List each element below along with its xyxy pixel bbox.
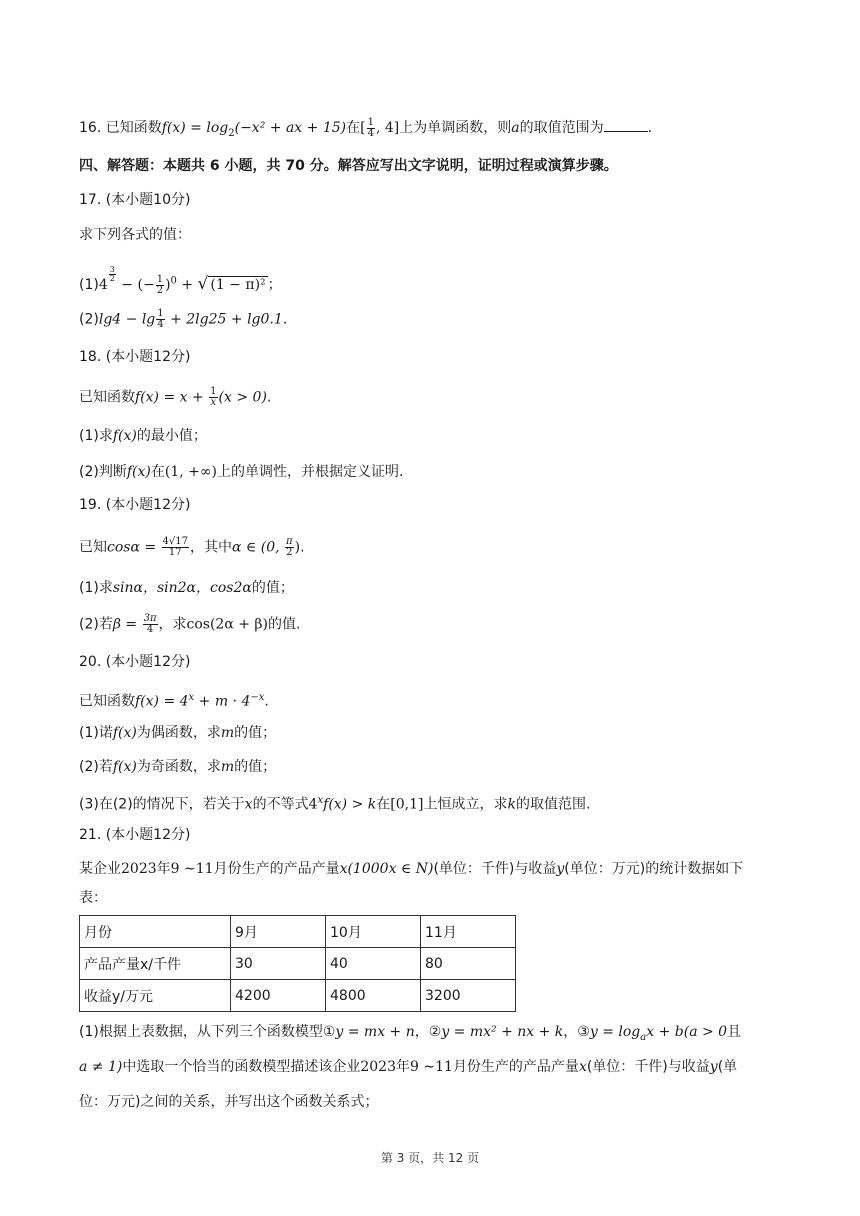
q20-p3-sup: x bbox=[317, 795, 324, 806]
q19-pi-num: π bbox=[286, 536, 293, 547]
q21-part1-line2 bbox=[79, 1057, 737, 1077]
q17-p1-fraction bbox=[156, 275, 164, 296]
q21-p1-a: (1)根据上表数据，从下列三个函数模型① bbox=[79, 1024, 336, 1040]
q19-intro-alpha: α ∈ (0, bbox=[232, 539, 285, 556]
q21-intro-line1 bbox=[79, 859, 743, 879]
table-cell: 月份 bbox=[80, 916, 231, 948]
q18-p1-f: f(x) bbox=[112, 428, 137, 444]
q21-intro-f: (单位：万元)的统计数据如下 bbox=[564, 861, 744, 877]
q17-exp-num: 3 bbox=[109, 265, 115, 274]
q21-p1-l2-month1: 9 bbox=[410, 1059, 419, 1075]
q17-p2-frac-den: 4 bbox=[157, 319, 164, 330]
q20-p3-x: x bbox=[244, 796, 253, 813]
q16-log: log bbox=[206, 120, 229, 136]
q21-intro-x: x(1000x ∈ N) bbox=[339, 861, 434, 877]
q16-interval: , 4] bbox=[375, 120, 400, 136]
q21-model3-base: a bbox=[640, 1031, 647, 1043]
q21-model3-b: x + b(a > 0 bbox=[646, 1024, 728, 1040]
q16-arg: (−x² + ax + 15) bbox=[234, 120, 347, 136]
q18-intro-domain: (x > 0) bbox=[218, 389, 267, 406]
q21-month1: 9 bbox=[170, 861, 180, 877]
q18-p2-f: f(x) bbox=[126, 464, 151, 480]
q20-p3-d: 上恒成立，求 bbox=[423, 796, 508, 813]
q18-p2-interval: (1, +∞) bbox=[164, 464, 217, 480]
q20-intro bbox=[79, 688, 269, 712]
q21-year: 2023 bbox=[121, 861, 157, 877]
q20-p3-k: k bbox=[507, 796, 516, 813]
q21-intro-e: (单位：千件)与收益 bbox=[433, 861, 557, 877]
q21-p1-l2-c: 年 bbox=[396, 1059, 410, 1075]
table-row bbox=[80, 980, 516, 1012]
q18-frac-num: 1 bbox=[210, 386, 217, 397]
q20-intro-mid: + m · 4 bbox=[194, 693, 251, 710]
q20-p2-m: m bbox=[220, 759, 235, 775]
q17-frac-num: 1 bbox=[156, 273, 164, 285]
q20-p3-a: (3)在(2)的情况下，若关于 bbox=[79, 796, 245, 813]
q18-p1-b: 的最小值； bbox=[136, 428, 207, 444]
q18-part2 bbox=[79, 462, 403, 482]
table-cell: 30 bbox=[231, 948, 326, 980]
q17-p1-radicand: (1 − π)² bbox=[210, 277, 266, 293]
q16-on: 在 bbox=[346, 120, 361, 136]
q17-p2-a: lg4 − lg bbox=[98, 311, 156, 328]
q20-p1-a: (1)诺 bbox=[79, 725, 113, 741]
q20-p2-f: f(x) bbox=[112, 759, 137, 775]
q21-p1-d: 且 bbox=[727, 1024, 742, 1040]
q18-part1 bbox=[79, 426, 207, 446]
q20-p1-c: 的值； bbox=[234, 725, 277, 741]
q20-p3-e: 的取值范围. bbox=[515, 796, 591, 813]
q17-p1-mid3: + bbox=[176, 277, 198, 293]
q20-intro-end: . bbox=[264, 693, 269, 710]
q17-p2-label: (2) bbox=[79, 311, 99, 328]
q21-p1-l2-g: (单 bbox=[717, 1059, 738, 1075]
q19-frac-den: 17 bbox=[168, 547, 182, 558]
q17-p2-fraction bbox=[156, 309, 164, 330]
q21-p1-l2-d: ∼ bbox=[418, 1059, 436, 1075]
q20-p2-a: (2)若 bbox=[79, 759, 113, 775]
answer-blank[interactable] bbox=[604, 117, 648, 132]
q20-p3-c: 在 bbox=[376, 796, 391, 813]
table-cell: 40 bbox=[326, 948, 421, 980]
table-cell: 11月 bbox=[421, 916, 516, 948]
q20-sup2: −x bbox=[250, 692, 265, 703]
q21-p1-l2-x: x bbox=[578, 1059, 587, 1075]
q16-var-a: a bbox=[511, 120, 520, 136]
q17-p2-frac-num: 1 bbox=[157, 308, 164, 319]
q16-bracket: [ bbox=[360, 120, 366, 136]
q21-intro-line2: 表： bbox=[79, 890, 107, 906]
q19-intro-c: ) bbox=[294, 539, 301, 556]
q17-p2-b: + 2lg25 + lg0.1. bbox=[165, 311, 288, 328]
q21-intro-c: ∼ bbox=[179, 861, 196, 877]
q21-part1-line1 bbox=[79, 1022, 741, 1048]
q18-intro-end: . bbox=[266, 389, 272, 406]
q17-part1 bbox=[79, 266, 282, 296]
q20-heading: 20. (本小题12分) bbox=[79, 654, 191, 670]
q19-intro-cos: cosα = bbox=[107, 539, 161, 556]
q18-intro-func: f(x) = x + bbox=[135, 389, 209, 406]
q19-beta-den: 4 bbox=[146, 624, 154, 635]
q17-intro: 求下列各式的值： bbox=[79, 227, 191, 243]
table-cell: 3200 bbox=[421, 980, 516, 1012]
q21-intro-a: 某企业 bbox=[79, 861, 121, 877]
q20-p1-m: m bbox=[220, 725, 235, 741]
q19-p1-a: (1)求 bbox=[79, 580, 113, 596]
q19-pi-fraction bbox=[285, 537, 294, 558]
data-table-body bbox=[80, 916, 516, 1012]
q19-part1 bbox=[79, 578, 294, 598]
q19-p2-c: 的值. bbox=[267, 616, 301, 633]
q19-beta-num: 3π bbox=[143, 613, 157, 624]
table-row bbox=[80, 916, 516, 948]
q19-heading: 19. (本小题12分) bbox=[79, 497, 191, 513]
table-row bbox=[80, 948, 516, 980]
table-cell: 产品产量x/千件 bbox=[80, 948, 231, 980]
q21-p1-l2-b: 中选取一个恰当的函数模型描述该企业 bbox=[122, 1059, 361, 1075]
page-footer: 第 3 页，共 12 页 bbox=[380, 1151, 480, 1165]
q16-func: f(x) = bbox=[161, 120, 207, 136]
q19-frac-num: 4√17 bbox=[162, 536, 189, 547]
q17-p1-exponent bbox=[109, 266, 116, 283]
q16-tail2: 的取值范围为 bbox=[519, 120, 604, 136]
q20-intro-a: 已知函数 bbox=[79, 693, 135, 710]
table-cell: 80 bbox=[421, 948, 516, 980]
q19-intro-end: . bbox=[300, 539, 305, 556]
q21-p1-c: ，③ bbox=[563, 1024, 590, 1040]
q19-intro-b: ，其中 bbox=[190, 539, 233, 556]
q21-part1-line3: 位：万元)之间的关系，并写出这个函数关系式； bbox=[79, 1094, 379, 1110]
q19-p2-expr: cos(2α + β) bbox=[186, 616, 268, 633]
q21-heading: 21. (本小题12分) bbox=[79, 827, 191, 843]
q19-p1-b: 的值； bbox=[251, 580, 294, 596]
q16-frac-num: 1 bbox=[367, 116, 374, 128]
q21-model2: y = mx² + nx + k bbox=[441, 1024, 564, 1040]
q17-exp-den: 2 bbox=[109, 274, 115, 283]
q21-intro-b: 年 bbox=[156, 861, 171, 877]
q21-model1: y = mx + n bbox=[335, 1024, 415, 1040]
q20-p2-b: 为奇函数，求 bbox=[136, 759, 221, 775]
q20-p3-ineq-a: 4 bbox=[308, 796, 318, 813]
q19-intro bbox=[79, 537, 305, 558]
question-16 bbox=[79, 117, 652, 144]
q20-p1-f: f(x) bbox=[112, 725, 137, 741]
data-table bbox=[79, 915, 516, 1012]
q18-frac-den: x bbox=[210, 397, 217, 408]
q20-part2 bbox=[79, 757, 276, 777]
q18-p1-a: (1)求 bbox=[79, 428, 113, 444]
q21-month2: 11 bbox=[195, 861, 214, 877]
q21-p1-l2-month2: 11 bbox=[435, 1059, 453, 1075]
q19-pi-den: 2 bbox=[286, 547, 293, 558]
q21-p1-b: ，② bbox=[414, 1024, 442, 1040]
table-cell: 10月 bbox=[326, 916, 421, 948]
table-cell: 9月 bbox=[231, 916, 326, 948]
table-cell: 4800 bbox=[326, 980, 421, 1012]
q20-p2-c: 的值； bbox=[234, 759, 277, 775]
section-heading: 四、解答题：本题共 6 小题，共 70 分。解答应写出文字说明，证明过程或演算步骤。 bbox=[79, 158, 618, 174]
q21-p1-l2-year: 2023 bbox=[360, 1059, 396, 1075]
q17-part2 bbox=[79, 309, 287, 330]
q16-log-base: 2 bbox=[228, 127, 235, 139]
q19-p2-a: (2)若 bbox=[79, 616, 113, 633]
q17-p1-end: ； bbox=[267, 277, 282, 293]
q16-end: . bbox=[647, 120, 653, 136]
q20-p3-b: 的不等式 bbox=[252, 796, 309, 813]
q20-p3-interval: [0,1] bbox=[390, 796, 424, 813]
q16-tail1: 上为单调函数，则 bbox=[399, 120, 512, 136]
q19-intro-a: 已知 bbox=[79, 539, 107, 556]
q19-beta-fraction bbox=[143, 614, 158, 635]
q21-p1-l2-a: a ≠ 1) bbox=[79, 1059, 123, 1075]
q18-p2-a: (2)判断 bbox=[79, 464, 127, 480]
q19-p2-b: ，求 bbox=[158, 616, 187, 633]
q18-p2-b: 在 bbox=[150, 464, 165, 480]
q18-heading: 18. (本小题12分) bbox=[79, 349, 191, 365]
q21-p1-l2-e: 月份生产的产品产量 bbox=[452, 1059, 579, 1075]
q18-intro-a: 已知函数 bbox=[79, 389, 135, 406]
q17-heading: 17. (本小题10分) bbox=[79, 192, 191, 208]
q20-part3 bbox=[79, 791, 590, 815]
table-cell: 4200 bbox=[231, 980, 326, 1012]
q21-p1-l2-y: y bbox=[709, 1059, 718, 1075]
q19-p2-beta: β = bbox=[112, 616, 142, 633]
q20-p1-b: 为偶函数，求 bbox=[136, 725, 221, 741]
q17-p1-mid1: − (− bbox=[116, 277, 155, 293]
q17-p1-mid2: ) bbox=[165, 277, 171, 293]
q19-part2 bbox=[79, 614, 300, 635]
q18-intro bbox=[79, 387, 271, 408]
q20-sup1: x bbox=[188, 692, 195, 703]
q20-p3-ineq-b: f(x) > k bbox=[323, 796, 377, 813]
q16-frac-den: 4 bbox=[367, 127, 374, 139]
q21-p1-l2-f: (单位：千件)与收益 bbox=[586, 1059, 710, 1075]
q17-frac-den: 2 bbox=[156, 284, 164, 296]
q21-intro-d: 月份生产的产品产量 bbox=[213, 861, 340, 877]
q19-p1-items: sinα，sin2α，cos2α bbox=[112, 580, 252, 596]
table-cell: 收益y/万元 bbox=[80, 980, 231, 1012]
q17-p1-label: (1) bbox=[79, 277, 99, 293]
q18-p2-c: 上的单调性，并根据定义证明. bbox=[216, 464, 404, 480]
q16-fraction bbox=[367, 118, 375, 139]
q19-fraction bbox=[162, 537, 189, 558]
q17-p1-base: 4 bbox=[98, 277, 108, 293]
q17-p1-zero: 0 bbox=[170, 275, 177, 287]
q18-fraction bbox=[209, 387, 217, 408]
q20-part1 bbox=[79, 723, 276, 743]
q21-model3: y = log bbox=[589, 1024, 641, 1040]
q21-intro-y: y bbox=[556, 861, 565, 877]
q16-text: 16. 已知函数 bbox=[79, 120, 162, 136]
sqrt-icon: √ bbox=[197, 274, 209, 294]
q20-intro-func: f(x) = 4 bbox=[135, 693, 189, 710]
